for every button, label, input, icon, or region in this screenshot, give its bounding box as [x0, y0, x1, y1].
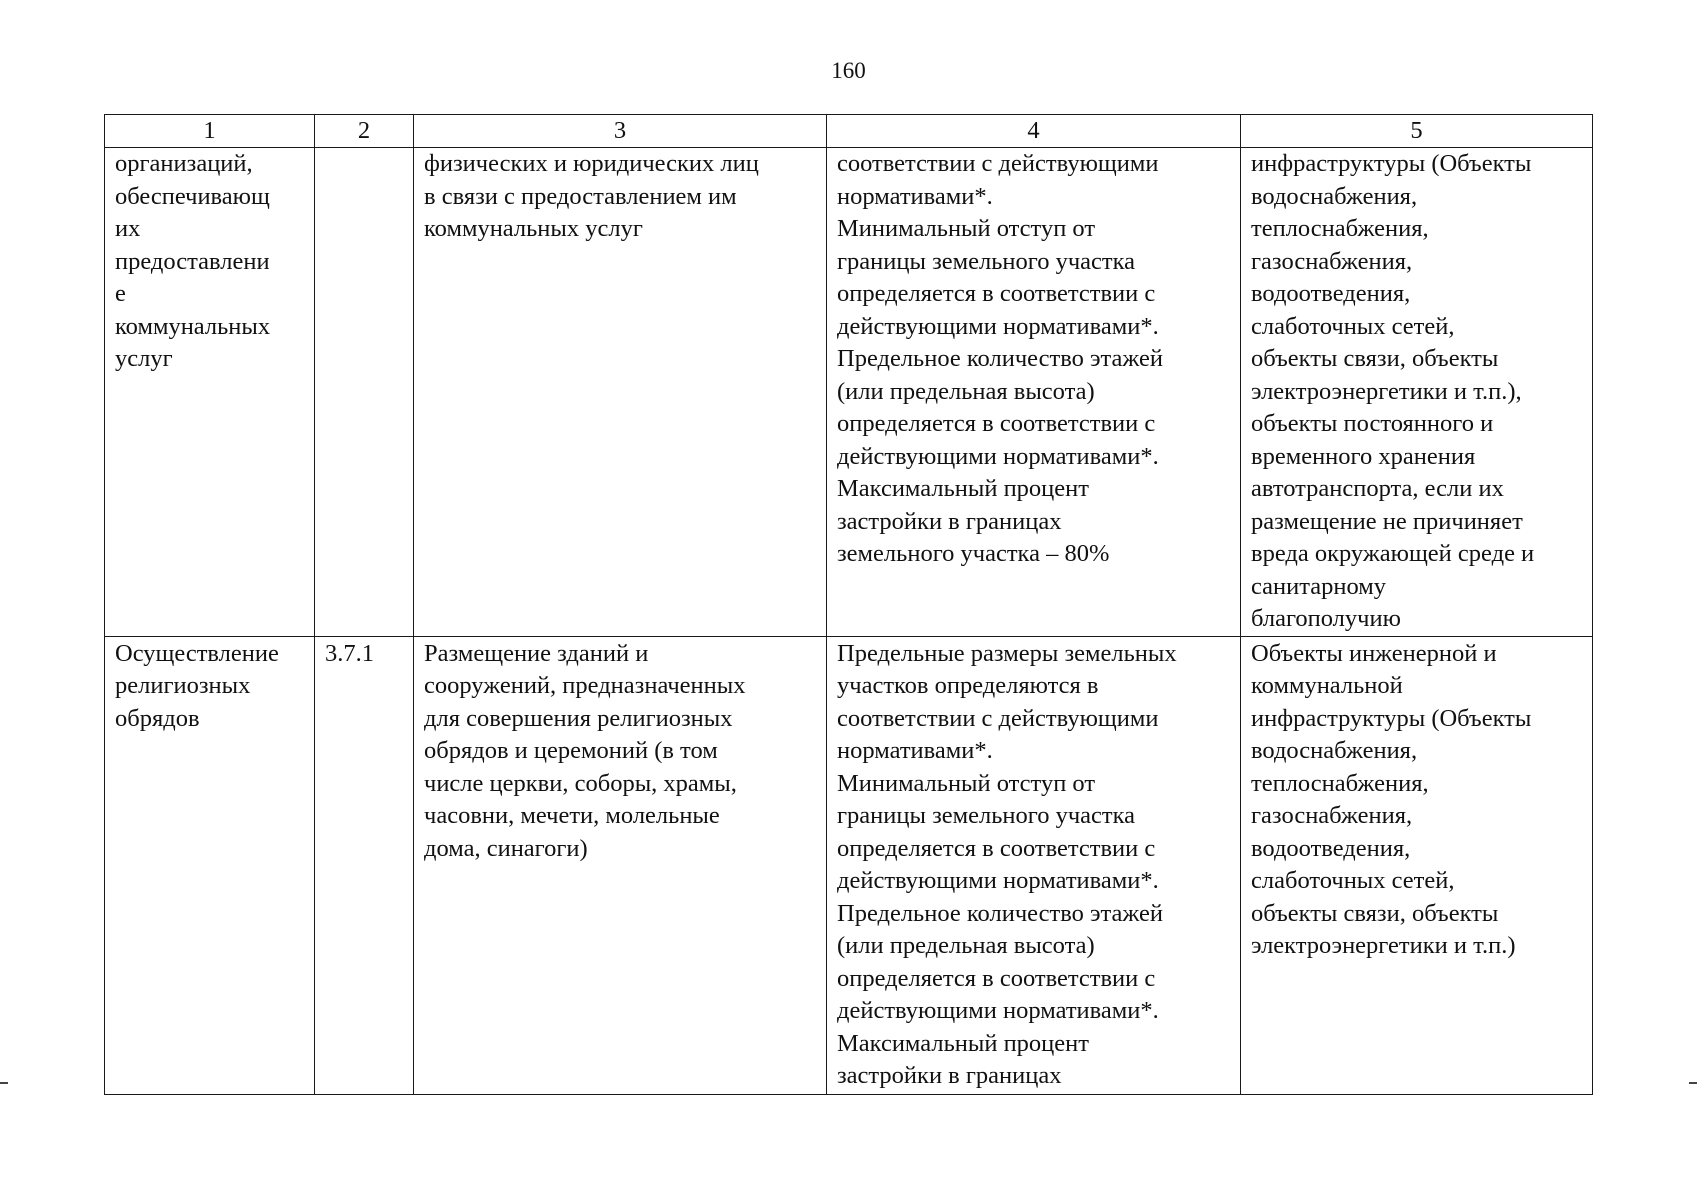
cell-text-line: определяется в соответствии с [837, 834, 1156, 862]
cell-text-line: инфраструктуры (Объекты [1251, 150, 1532, 177]
cell-text-line: Предельные размеры земельных [837, 639, 1177, 667]
cell-text-line: благополучию [1251, 605, 1401, 632]
cell-text-line: объекты постоянного и [1251, 410, 1494, 437]
cell-text-line: 3.7.1 [325, 639, 374, 667]
cell-text-line: коммунальной [1251, 672, 1403, 699]
cell-auxiliary-uses [1241, 636, 1593, 1094]
cell-text-line: обрядов и церемоний (в том [424, 737, 718, 764]
cell-text-line: электроэнергетики и т.п.), [1251, 377, 1522, 405]
cell-text-line: соответствии с действующими [837, 150, 1159, 177]
cell-text-line: для совершения религиозных [424, 704, 733, 732]
cell-text-line: организаций, [115, 150, 253, 177]
cell-text-line: действующими нормативами*. [837, 997, 1159, 1024]
cell-text-line: е [115, 280, 126, 307]
cell-text-line: водоснабжения, [1251, 737, 1418, 764]
cell-description [414, 636, 827, 1094]
cell-text-line: санитарному [1251, 572, 1387, 600]
cell-text-line: водоотведения, [1251, 834, 1411, 862]
cell-text-line: электроэнергетики и т.п.) [1251, 932, 1516, 959]
cell-text-line: в связи с предоставлением им [424, 182, 737, 210]
cell-text-line: религиозных [115, 672, 251, 699]
cell-text-line: газоснабжения, [1251, 802, 1413, 829]
cell-text-line: инфраструктуры (Объекты [1251, 704, 1532, 732]
cell-text-line: Максимальный процент [837, 1029, 1089, 1057]
cell-text-line: Максимальный процент [837, 475, 1089, 502]
cell-parameters [827, 148, 1241, 637]
cell-text-line: сооружений, предназначенных [424, 672, 746, 699]
cell-text-line: дома, синагоги) [424, 834, 588, 862]
land-use-table [104, 114, 1593, 1095]
cell-text-line: определяется в соответствии с [837, 964, 1156, 992]
cell-text-line: объекты связи, объекты [1251, 345, 1499, 372]
cell-text-line: коммунальных услуг [424, 215, 643, 242]
cell-text-line: Предельное количество этажей [837, 345, 1163, 372]
cell-text-line: действующими нормативами*. [837, 442, 1159, 470]
column-header-3: 3 [414, 115, 827, 148]
cell-text-line: (или предельная высота) [837, 377, 1095, 405]
cell-text-line: Осуществление [115, 639, 279, 667]
cell-code [315, 636, 414, 1094]
cell-text-line: водоотведения, [1251, 280, 1411, 307]
cell-text-line: определяется в соответствии с [837, 280, 1156, 307]
cell-text-line: земельного участка – 80% [837, 540, 1110, 567]
cell-parameters [827, 636, 1241, 1094]
cell-text-line: их [115, 215, 141, 242]
scan-edge-mark-left [0, 1082, 8, 1084]
column-header-2: 2 [315, 115, 414, 148]
cell-text-line: Предельное количество этажей [837, 899, 1163, 927]
cell-text-line: обрядов [115, 704, 200, 732]
cell-text-line: слаботочных сетей, [1251, 867, 1455, 894]
page-number: 160 [831, 58, 866, 83]
cell-name [105, 636, 315, 1094]
cell-text-line: Минимальный отступ от [837, 215, 1096, 242]
cell-text-line: водоснабжения, [1251, 182, 1418, 210]
cell-text-line: действующими нормативами*. [837, 312, 1159, 340]
cell-text-line: услуг [115, 345, 173, 372]
cell-text-line: застройки в границах [837, 507, 1062, 535]
cell-text-line: теплоснабжения, [1251, 769, 1429, 797]
cell-code [315, 148, 414, 637]
cell-text-line: границы земельного участка [837, 247, 1136, 275]
column-header-1: 1 [105, 115, 315, 148]
cell-text-line: предоставлени [115, 247, 270, 275]
cell-text-line: действующими нормативами*. [837, 867, 1159, 894]
table-row [105, 148, 1593, 637]
cell-text-line: застройки в границах [837, 1062, 1062, 1089]
cell-text-line: числе церкви, соборы, храмы, [424, 769, 737, 797]
cell-text-line: автотранспорта, если их [1251, 475, 1504, 502]
cell-text-line: (или предельная высота) [837, 932, 1095, 959]
column-header-4: 4 [827, 115, 1241, 148]
cell-text-line: Объекты инженерной и [1251, 639, 1497, 667]
table-header-row [105, 115, 1593, 148]
cell-text-line: вреда окружающей среде и [1251, 540, 1535, 567]
cell-text-line: участков определяются в [837, 672, 1099, 699]
cell-text-line: газоснабжения, [1251, 247, 1413, 275]
cell-text-line: слаботочных сетей, [1251, 312, 1455, 340]
cell-description [414, 148, 827, 637]
cell-text-line: часовни, мечети, молельные [424, 802, 720, 829]
cell-text-line: размещение не причиняет [1251, 507, 1523, 535]
scan-edge-mark-right [1689, 1082, 1697, 1084]
cell-text-line: временного хранения [1251, 442, 1476, 470]
cell-text-line: Минимальный отступ от [837, 769, 1096, 797]
cell-text-line: Размещение зданий и [424, 639, 649, 667]
cell-text-line: границы земельного участка [837, 802, 1136, 829]
cell-text-line: обеспечивающ [115, 182, 270, 210]
cell-name [105, 148, 315, 637]
cell-text-line: нормативами*. [837, 737, 993, 764]
cell-text-line: коммунальных [115, 312, 271, 340]
cell-text-line: нормативами*. [837, 182, 993, 210]
cell-text-line: физических и юридических лиц [424, 150, 759, 177]
cell-text-line: объекты связи, объекты [1251, 899, 1499, 927]
column-header-5: 5 [1241, 115, 1593, 148]
cell-text-line: соответствии с действующими [837, 704, 1159, 732]
cell-text-line: теплоснабжения, [1251, 215, 1429, 242]
cell-text-line: определяется в соответствии с [837, 410, 1156, 437]
table-row [105, 636, 1593, 1094]
cell-auxiliary-uses [1241, 148, 1593, 637]
